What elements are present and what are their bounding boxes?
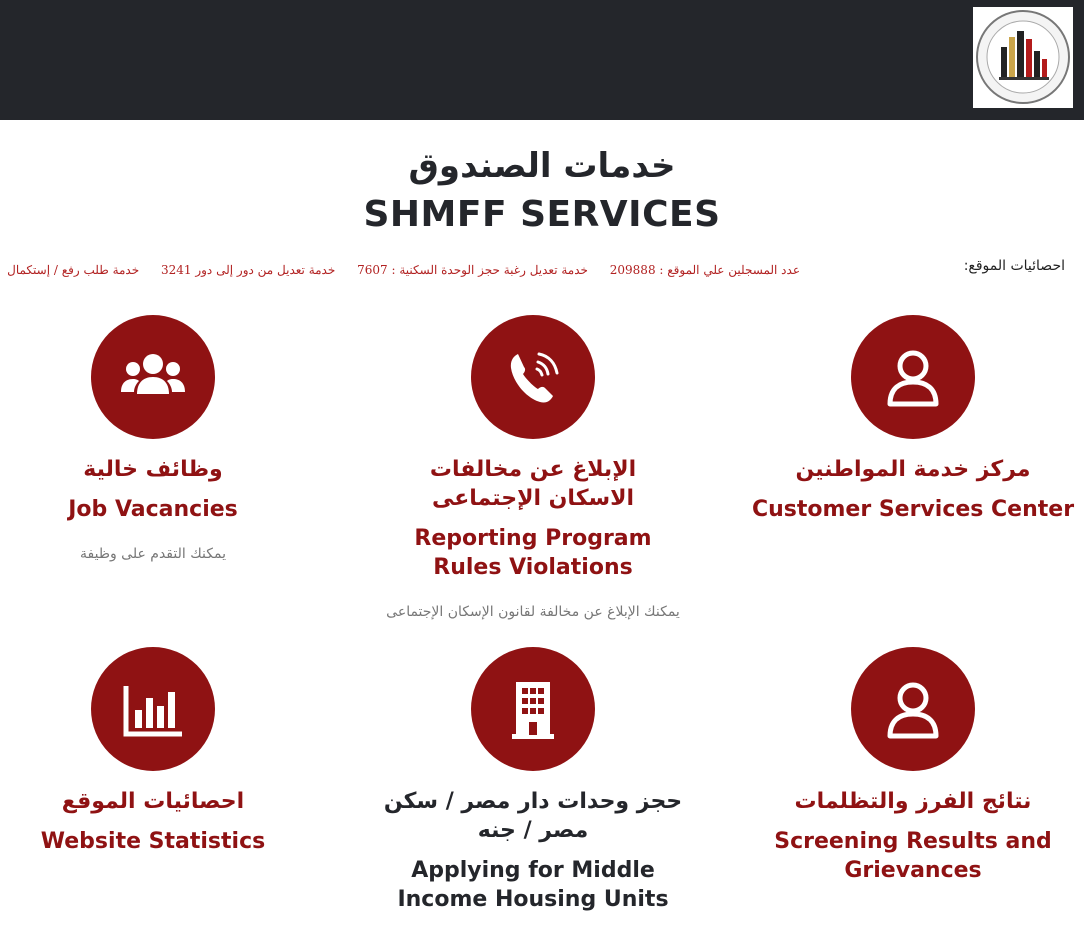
phone-icon: [500, 344, 566, 410]
service-title-english[interactable]: Reporting Program Rules Violations: [414, 526, 652, 580]
service-icon-circle[interactable]: [471, 647, 595, 771]
ticker-item: خدمة تعديل رغبة حجز الوحدة السكنية : 7607: [357, 263, 588, 277]
service-title-arabic[interactable]: الإبلاغ عن مخالفات الاسكان الإجتماعى: [429, 457, 637, 511]
service-description: يمكنك الإبلاغ عن مخالفة لقانون الإسكان الإجتماعى: [386, 604, 680, 620]
user-icon: [880, 676, 946, 742]
service-title-english[interactable]: Applying for Middle Income Housing Units: [397, 858, 669, 912]
service-title-arabic[interactable]: حجز وحدات دار مصر / سكن مصر / جنه: [383, 789, 683, 843]
service-icon-circle[interactable]: [851, 647, 975, 771]
ticker-item: خدمة تعديل من دور إلى دور 3241: [160, 263, 336, 277]
service-title-english[interactable]: Customer Services Center: [751, 497, 1075, 522]
service-icon-circle[interactable]: [91, 315, 215, 439]
site-stats-label: احصائيات الموقع:: [963, 258, 1065, 274]
service-card-screening-results[interactable]: [733, 647, 1084, 885]
service-title-english[interactable]: Job Vacancies: [68, 497, 238, 522]
service-title-english[interactable]: Website Statistics: [40, 829, 266, 854]
service-icon-circle[interactable]: [471, 315, 595, 439]
page-title-arabic: خدمات الصندوق: [408, 146, 676, 186]
chart-icon: [120, 676, 186, 742]
service-card-job-vacancies[interactable]: [0, 315, 333, 562]
top-header-bar: [0, 0, 1084, 120]
service-title-arabic[interactable]: وظائف خالية: [83, 457, 223, 482]
user-icon: [880, 344, 946, 410]
service-title-english[interactable]: Screening Results and Grievances: [774, 829, 1052, 883]
service-card-report-violations[interactable]: [353, 315, 713, 620]
ticker-item: خدمة طلب رفع / إستكمال: [7, 263, 140, 277]
service-card-housing-units[interactable]: [353, 647, 713, 914]
service-title-arabic[interactable]: مركز خدمة المواطنين: [795, 457, 1031, 482]
service-title-arabic[interactable]: احصائيات الموقع: [61, 789, 245, 814]
users-icon: [120, 344, 186, 410]
shmff-logo-icon: [973, 7, 1073, 108]
page-title-english: SHMFF SERVICES: [363, 194, 721, 235]
service-icon-circle[interactable]: [851, 315, 975, 439]
site-logo[interactable]: [973, 7, 1073, 108]
stats-ticker: [0, 263, 800, 283]
service-description: يمكنك التقدم على وظيفة: [80, 546, 226, 562]
building-icon: [500, 676, 566, 742]
service-title-arabic[interactable]: نتائج الفرز والتظلمات: [794, 789, 1032, 814]
service-card-customer-services[interactable]: [733, 315, 1084, 524]
ticker-item: عدد المسجلين علي الموقع : 209888: [609, 263, 800, 277]
service-card-website-statistics[interactable]: [0, 647, 333, 856]
service-icon-circle[interactable]: [91, 647, 215, 771]
